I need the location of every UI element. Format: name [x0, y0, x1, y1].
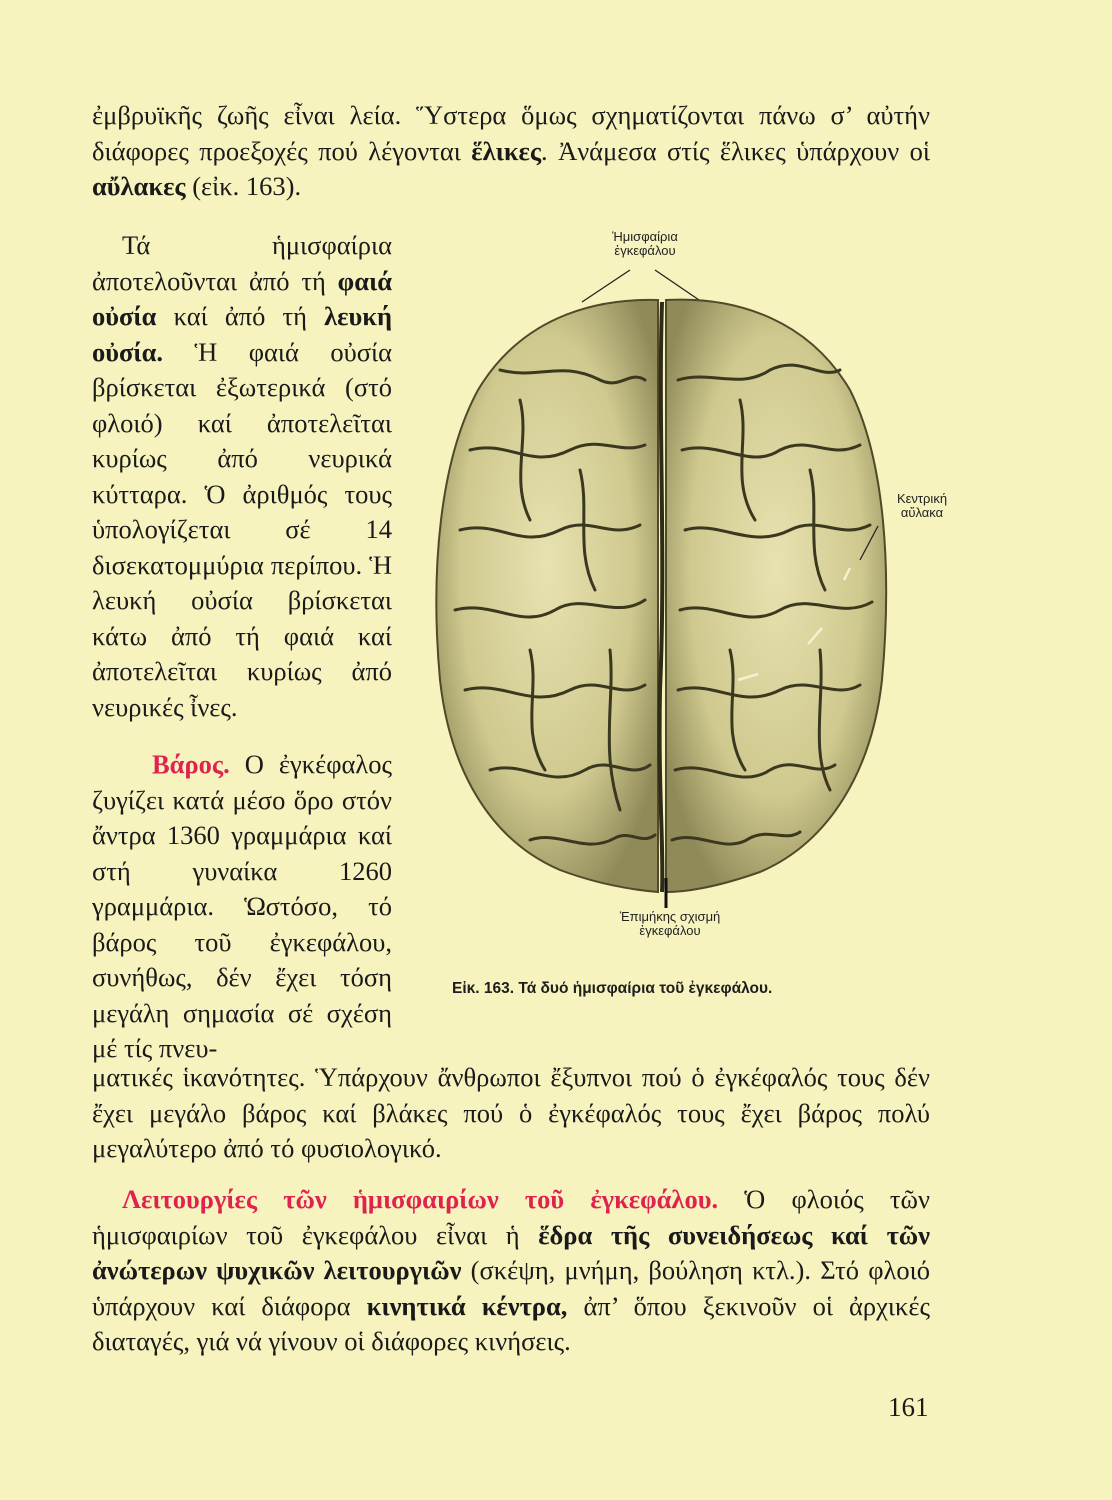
term-helices: ἕλικες [471, 135, 542, 166]
longitudinal-fissure [660, 302, 663, 892]
term-grey-matter: φαιά οὐσία [92, 265, 392, 331]
weight-paragraph: Βάρος. Ο ἐγκέφαλος ζυγίζει κατά μέσο ὅρο στόν ἄντρα 1360 γραμμάρια καί στή γυναίκα 1260 γραμμάρια. Ὡστόσο, τό βάρος τοῦ ἐγκεφάλου, συνήθως, δέν ἔχει τόση μεγάλη σημασία σέ σχέση μέ τίς πνευ- [92, 749, 392, 1063]
functions-paragraph: Λειτουργίες τῶν ἡμισφαιρίων τοῦ ἐγκεφάλου. Ὁ φλοιός τῶν ἡμισφαιρίων τοῦ ἐγκεφάλου εἶναι ἡ ἕδρα τῆς συνειδήσεως καί τῶν ἀνώτερων ψυχικῶν λειτουργιῶν (σκέψη, μνήμη, βούληση κτλ.). Στό φλοιό ὑπάρχουν καί διάφορα κινητικά κέντρα, ἀπ’ ὅπου ξεκινοῦν οἱ ἀρχικές διαταγές, γιά νά γίνουν οἱ διάφορες κινήσεις. [92, 1184, 930, 1356]
left-hemisphere [436, 300, 658, 892]
right-hemisphere [666, 300, 886, 892]
term-white-matter: λευκή οὐσία. [92, 301, 392, 367]
intro-paragraph: ἐμβρυϊκῆς ζωῆς εἶναι λεία. Ὕστερα ὅμως σχηματίζονται πάνω σ’ αὐτήν διάφορες προεξοχές πού λέγονται ἕλικες. Ἀνάμεσα στίς ἕλικες ὑπάρχουν οἱ αὔλακες (εἰκ. 163). [92, 100, 930, 201]
term-motor-centers: κινητικά κέντρα, [366, 1290, 568, 1321]
label-central-sulcus: Κεντρική αὔλακα [896, 491, 948, 520]
left-column [92, 228, 392, 1067]
functions-heading: Λειτουργίες τῶν ἡμισφαιρίων τοῦ ἐγκεφάλου. [122, 1184, 719, 1214]
weight-continuation: ματικές ἱκανότητες. Ὑπάρχουν ἄνθρωποι ἔξυπνοι πού ὁ ἐγκέφαλός τους δέν ἔχει μεγάλο βάρος καί βλάκες πού ὁ ἐγκέφαλός τους ἔχει βάρος πολύ μεγαλύτερο ἀπό τό φυσιολογικό. [92, 1062, 930, 1163]
page-number: 161 [888, 1392, 929, 1422]
label-hemispheres: Ἡμισφαίρια ἐγκεφάλου [612, 229, 678, 258]
brain-figure [410, 230, 970, 970]
hemispheres-paragraph: Τά ἡμισφαίρια ἀποτελοῦνται ἀπό τή φαιά οὐσία καί ἀπό τή λευκή οὐσία. Ἡ φαιά οὐσία βρίσκεται ἐξωτερικά (στό φλοιό) καί ἀποτελεῖται κυρίως ἀπό νευρικά κύτταρα. Ὁ ἀριθμός τους ὑπολογίζεται σέ 14 δισεκατομμύρια περίπου. Ἡ λευκή οὐσία βρίσκεται κάτω ἀπό τή φαιά καί ἀποτελεῖται κυρίως ἀπό νευρικές ἶνες. [92, 230, 392, 722]
label-longitudinal-fissure: Ἐπιμήκης σχισμή ἐγκεφάλου [619, 909, 721, 938]
term-sulci: αὔλακες [92, 171, 186, 201]
brain-illustration [410, 230, 970, 970]
figure-caption: Εἰκ. 163. Τά δυό ἡμισφαίρια τοῦ ἐγκεφάλου. [452, 980, 773, 997]
term-seat-of-consciousness: ἕδρα τῆς συνειδήσεως καί τῶν ἀνώτερων ψυχικῶν λειτουργιῶν [92, 1219, 930, 1285]
weight-heading: Βάρος. [152, 749, 230, 779]
